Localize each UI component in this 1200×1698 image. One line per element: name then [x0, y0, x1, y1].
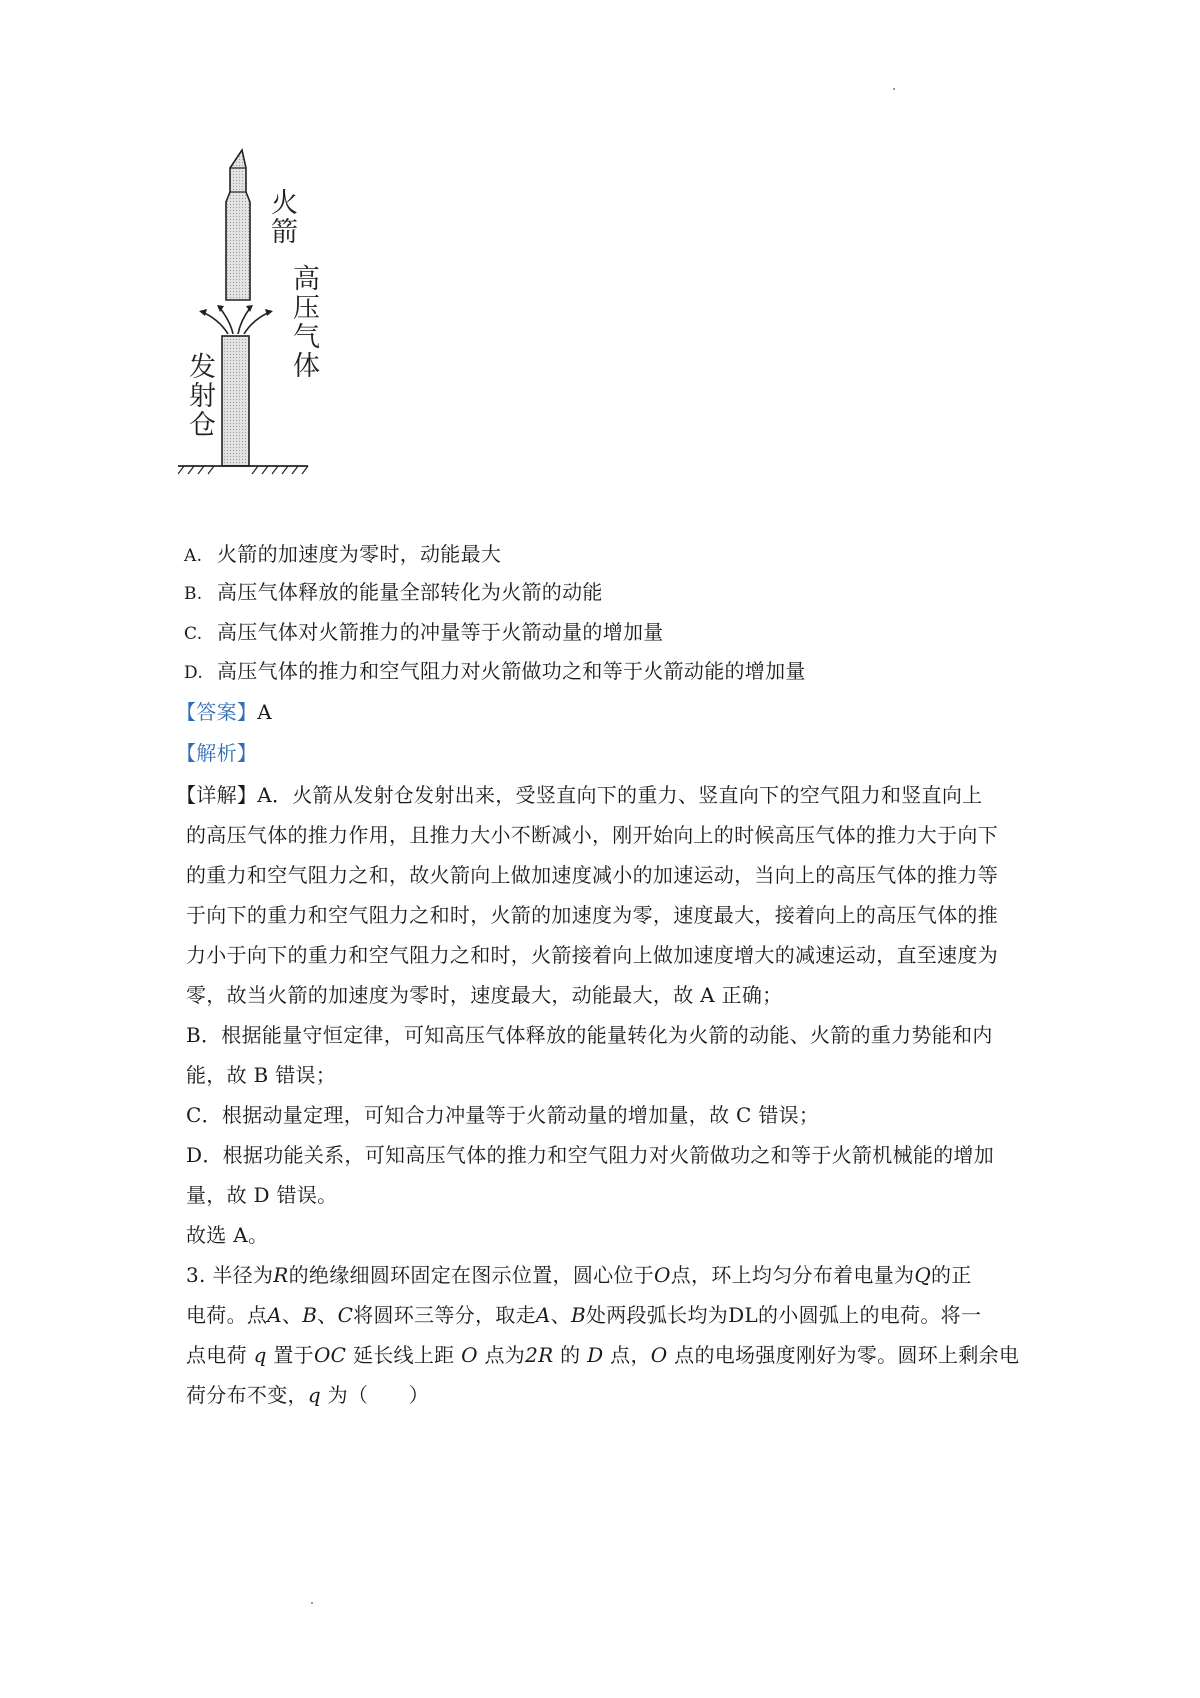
math-Q: Q: [914, 1263, 932, 1287]
answer-line: [176, 699, 1116, 725]
detail-line-5: 力小于向下的重力和空气阻力之和时，火箭接着向上做加速度增大的减速运动，直至速度为: [186, 943, 998, 967]
analysis-line: [176, 740, 1116, 766]
math-O: O: [650, 1343, 668, 1367]
launch-silo: [222, 336, 249, 466]
math-2R: 2R: [525, 1343, 554, 1367]
label-high-pressure-gas: 高压气体: [288, 264, 319, 380]
q3-text: 将圆环三等分，取走: [353, 1303, 536, 1327]
q3-text: 的绝缘细圆环固定在图示位置，圆心位于: [288, 1263, 655, 1287]
q3-text: 点电荷: [186, 1343, 247, 1367]
ground-hatching: [178, 466, 308, 474]
rocket-launch-figure: [178, 140, 348, 490]
question-3-line-1: [186, 1262, 1116, 1288]
option-key: A.: [184, 546, 203, 566]
q3-text: 点，: [610, 1343, 651, 1367]
math-A: A: [267, 1303, 282, 1327]
q3-text: 处两段弧长均为: [585, 1303, 729, 1327]
math-B: B: [302, 1303, 318, 1327]
q3-text: 荷分布不变，: [186, 1383, 308, 1407]
label-rocket: 火箭: [266, 188, 297, 246]
detail-line-9: C．根据动量定理，可知合力冲量等于火箭动量的增加量，故 C 错误；: [186, 1103, 820, 1127]
question-3-line-4: [186, 1382, 1116, 1408]
option-text: 高压气体的推力和空气阻力对火箭做功之和等于火箭动能的增加量: [217, 659, 806, 683]
detail-line-6: 零，故当火箭的加速度为零时，速度最大，动能最大，故 A 正确；: [186, 983, 783, 1007]
q3-text: 电荷。点: [186, 1303, 268, 1327]
question-number: 3.: [186, 1263, 206, 1287]
option-text: 高压气体释放的能量全部转化为火箭的动能: [217, 580, 603, 604]
math-q: q: [253, 1343, 267, 1367]
detail-line-4: 于向下的重力和空气阻力之和时，火箭的加速度为零，速度最大，接着向上的高压气体的推: [186, 903, 998, 927]
detail-line-2: 的高压气体的推力作用，且推力大小不断减小，刚开始向上的时候高压气体的推力大于向下: [186, 823, 998, 847]
math-C: C: [337, 1303, 354, 1327]
math-q: q: [307, 1383, 321, 1407]
option-text: 高压气体对火箭推力的冲量等于火箭动量的增加量: [217, 620, 664, 644]
option-key: C.: [184, 624, 203, 644]
high-pressure-gas-arrows: [202, 308, 270, 334]
question-3-line-2: [186, 1302, 1116, 1328]
option-c: [184, 619, 1116, 647]
q3-text: 半径为: [212, 1263, 274, 1287]
math-O: O: [461, 1343, 478, 1367]
q3-text: 的: [560, 1343, 581, 1367]
q3-text: 点的电场强度刚好为零。圆环上剩余电: [674, 1343, 1020, 1367]
math-D: D: [587, 1343, 604, 1367]
detail-line-8: 能，故 B 错误；: [186, 1063, 337, 1087]
math-A: A: [535, 1303, 551, 1327]
detail-text: A．火箭从发射仓发射出来，受竖直向下的重力、竖直向下的空气阻力和竖直向上: [257, 783, 983, 807]
answer-value: A: [257, 700, 272, 724]
option-key: B.: [184, 584, 203, 604]
analysis-tag: 【解析】: [176, 741, 258, 765]
detail-line-10: D．根据功能关系，可知高压气体的推力和空气阻力对火箭做功之和等于火箭机械能的增加: [186, 1143, 995, 1167]
question-3-line-3: [186, 1342, 1116, 1368]
math-B: B: [570, 1303, 586, 1327]
q3-text: 点，环上均匀分布着电量为: [670, 1263, 915, 1287]
q3-text: 延长线上距: [352, 1343, 455, 1367]
detail-line-12: 故选 A。: [186, 1223, 269, 1247]
arrow-heads: [199, 305, 273, 316]
scan-speck: [893, 88, 895, 90]
q3-text: 点为: [484, 1343, 526, 1367]
q3-text: 置于: [273, 1343, 314, 1367]
q3-text: 、: [281, 1303, 303, 1327]
q3-text: 的正: [931, 1263, 972, 1287]
option-d: [184, 658, 1116, 686]
option-b: [184, 579, 1116, 607]
option-text: 火箭的加速度为零时，动能最大: [217, 542, 502, 566]
q3-text: 、: [317, 1303, 338, 1327]
math-R: R: [273, 1263, 289, 1287]
scan-speck: [311, 1602, 313, 1604]
option-key: D.: [184, 663, 204, 683]
detail-line-7: B．根据能量守恒定律，可知高压气体释放的能量转化为火箭的动能、火箭的重力势能和内: [186, 1023, 993, 1047]
q3-text: 、: [550, 1303, 571, 1327]
q3-text: 的小圆弧上的电荷。将一: [757, 1303, 982, 1327]
detail-tag: 【详解】: [176, 783, 258, 807]
detail-line-1: [176, 782, 1116, 808]
detail-line-3: 的重力和空气阻力之和，故火箭向上做加速度减小的加速运动，当向上的高压气体的推力等: [186, 863, 998, 887]
q3-text: 为（ ）: [327, 1383, 430, 1407]
math-O: O: [654, 1263, 671, 1287]
rocket-body: [226, 150, 250, 300]
math-DL: DL: [728, 1303, 758, 1327]
label-launch-silo: 发射仓: [184, 352, 215, 439]
option-a: [184, 541, 1116, 569]
detail-line-11: 量，故 D 错误。: [186, 1183, 338, 1207]
math-OC: OC: [313, 1343, 347, 1367]
answer-tag: 【答案】: [176, 700, 258, 724]
